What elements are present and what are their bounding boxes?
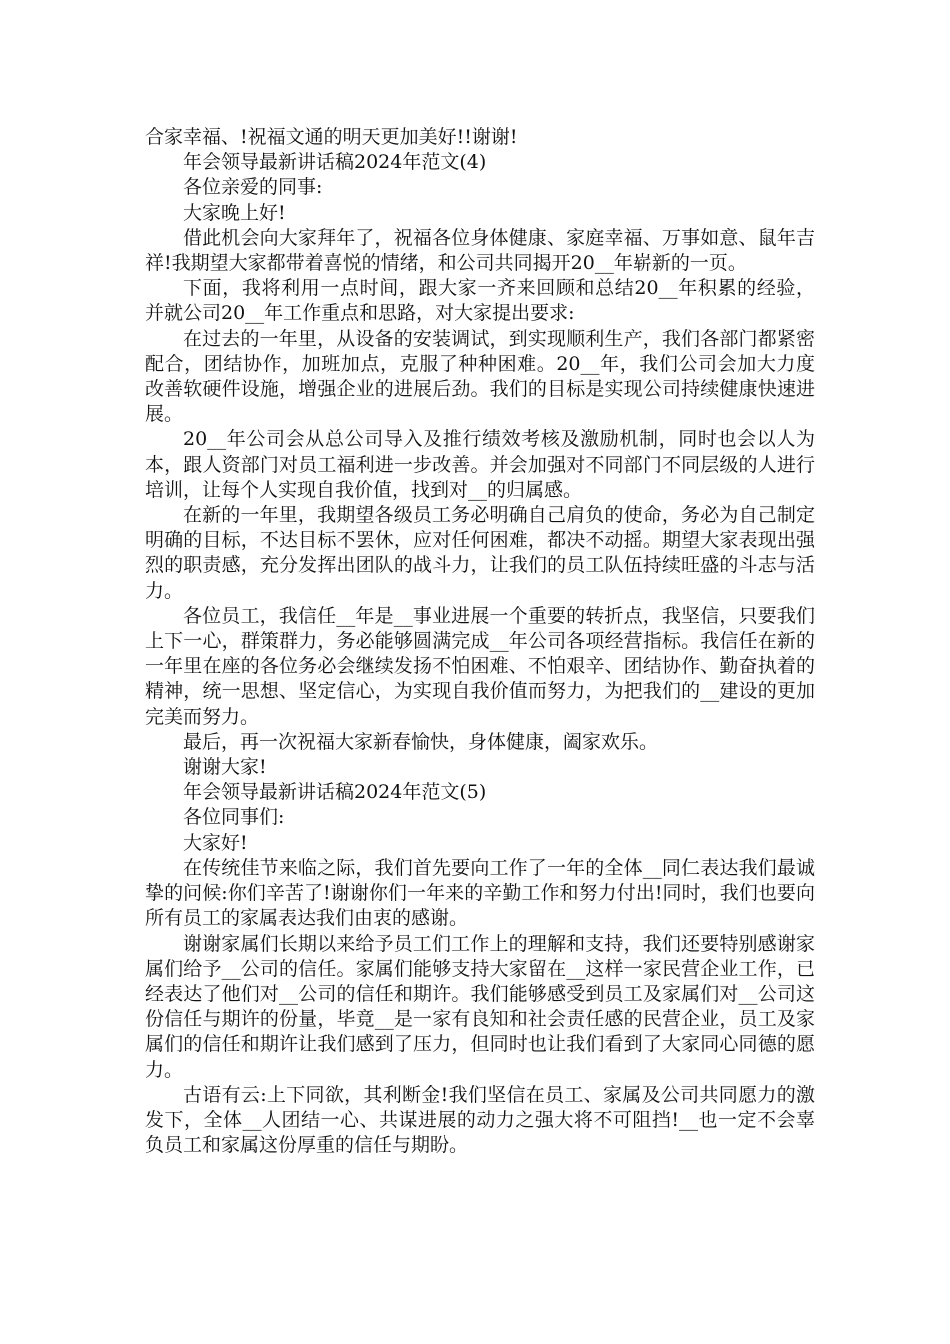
salutation: 各位亲爱的同事: — [183, 176, 323, 199]
paragraph: 最后，再一次祝福大家新春愉快，身体健康，阖家欢乐。 — [183, 730, 659, 753]
section-title-5: 年会领导最新讲话稿2024年范文(5) — [183, 781, 487, 804]
paragraph: 谢谢家属们长期以来给予员工们工作上的理解和支持，我们还要特别感谢家属们给予__公司的信任。家属们能够支持大家留在__这样一家民营企业工作，已经表达了他们对__公司的信任和期许。我们能够感受到员工及家属们对__公司这份信任与期许的份量，毕竟__是一家有良知和社会责任感的民营企业，员工及家属们的信任和期许让我们感到了压力，但同时也让我们看到了大家同心同德的愿力。 — [145, 932, 815, 1081]
section-title-4: 年会领导最新讲话稿2024年范文(4) — [183, 151, 487, 174]
paragraph: 在新的一年里，我期望各级员工务必明确自己肩负的使命，务必为自己制定明确的目标，不达目标不罢休，应对任何困难，都决不动摇。期望大家表现出强烈的职责感，充分发挥出团队的战斗力，让我们的员工队伍持续旺盛的斗志与活力。 — [145, 504, 815, 602]
paragraph: 20__年公司会从总公司导入及推行绩效考核及激励机制，同时也会以人为本，跟人资部门对员工福利进一步改善。并会加强对不同部门不同层级的人进行培训，让每个人实现自我价值，找到对__的归属感。 — [145, 428, 815, 501]
greeting: 大家好! — [183, 831, 248, 854]
paragraph: 各位员工，我信任__年是__事业进展一个重要的转折点，我坚信，只要我们上下一心，群策群力，务必能够圆满完成__年公司各项经营指标。我信任在新的一年里在座的各位务必会继续发扬不怕困难、不怕艰辛、团结协作、勤奋执着的精神，统一思想、坚定信心，为实现自我价值而努力，为把我们的__建设的更加完美而努力。 — [145, 604, 815, 728]
thanks-line: 谢谢大家! — [183, 756, 267, 779]
paragraph: 在过去的一年里，从设备的安装调试，到实现顺利生产，我们各部门都紧密配合，团结协作，加班加点，克服了种种困难。20__年，我们公司会加大力度改善软硬件设施，增强企业的进展后劲。我们的目标是实现公司持续健康快速进展。 — [145, 327, 815, 426]
salutation: 各位同事们: — [183, 806, 285, 829]
document-page — [145, 125, 815, 1158]
paragraph: 借此机会向大家拜年了，祝福各位身体健康、家庭幸福、万事如意、鼠年吉祥!我期望大家都带着喜悦的情绪，和公司共同揭开20__年崭新的一页。 — [145, 226, 815, 275]
paragraph: 古语有云:上下同欲，其利断金!我们坚信在员工、家属及公司共同愿力的激发下，全体__人团结一心、共谋进展的动力之强大将不可阻挡!__也一定不会辜负员工和家属这份厚重的信任与期盼。 — [145, 1083, 815, 1157]
greeting: 大家晚上好! — [183, 201, 286, 224]
paragraph-closing-line: 合家幸福、!祝福文通的明天更加美好!!谢谢! — [145, 126, 518, 148]
paragraph: 下面，我将利用一点时间，跟大家一齐来回顾和总结20__年积累的经验，并就公司20__年工作重点和思路，对大家提出要求: — [145, 277, 815, 325]
paragraph: 在传统佳节来临之际，我们首先要向工作了一年的全体__同仁表达我们最诚挚的问候:你们辛苦了!谢谢你们一年来的辛勤工作和努力付出!同时，我们也要向所有员工的家属表达我们由衷的感谢。 — [145, 856, 815, 930]
